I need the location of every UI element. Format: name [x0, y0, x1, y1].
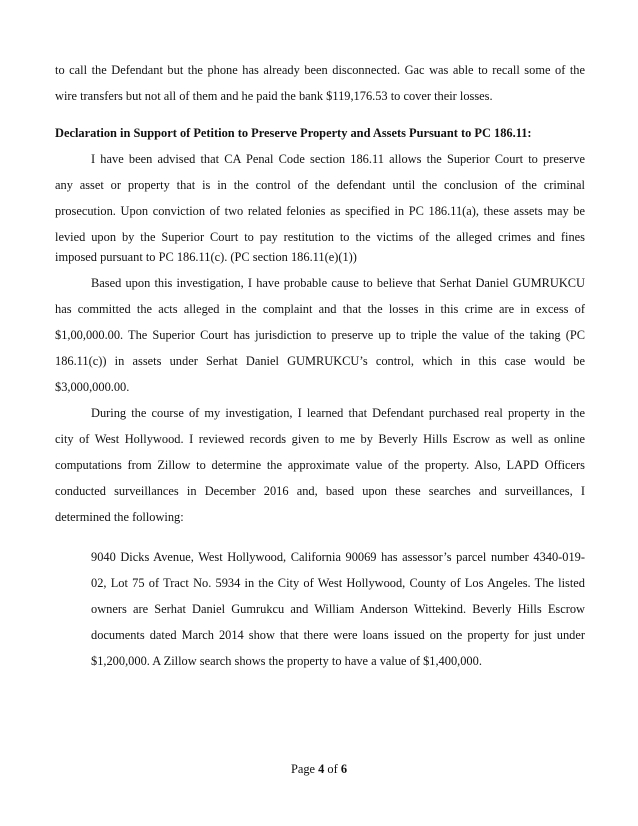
- para2-line-1: Based upon this investigation, I have probable cause to believe that Serhat Daniel GUMRUKCU: [91, 276, 585, 290]
- property-line-4: documents dated March 2014 show that there were loans issued on the property for just under: [91, 628, 585, 642]
- para3-line-5: determined the following:: [55, 510, 184, 524]
- para3-line-2: city of West Hollywood. I reviewed records given to me by Beverly Hills Escrow as well as online: [55, 432, 585, 446]
- para2-line-5: $3,000,000.00.: [55, 380, 130, 394]
- intro-line-1: to call the Defendant but the phone has already been disconnected. Gac was able to recall some of the: [55, 63, 585, 77]
- property-line-3: owners are Serhat Daniel Gumrukcu and William Anderson Wittekind. Beverly Hills Escrow: [91, 602, 585, 616]
- section-heading: Declaration in Support of Petition to Preserve Property and Assets Pursuant to PC 186.11:: [55, 126, 532, 140]
- para2-line-3: $1,00,000.00. The Superior Court has jurisdiction to preserve up to triple the value of the taking (PC: [55, 328, 585, 342]
- para3-line-3: computations from Zillow to determine the approximate value of the property. Also, LAPD Officers: [55, 458, 585, 472]
- page-of-label: of: [324, 762, 341, 776]
- para1-line-4: levied upon by the Superior Court to pay restitution to the victims of the alleged crimes and fines: [55, 230, 585, 244]
- para2-line-4: 186.11(c)) in assets under Serhat Daniel GUMRUKCU’s control, which in this case would be: [55, 354, 585, 368]
- para1-line-5: imposed pursuant to PC 186.11(c). (PC section 186.11(e)(1)): [55, 250, 357, 264]
- page-number-footer: [0, 762, 638, 777]
- intro-line-2: wire transfers but not all of them and he paid the bank $119,176.53 to cover their losses.: [55, 89, 493, 103]
- page-label: Page: [290, 762, 319, 776]
- para1-line-3: prosecution. Upon conviction of two related felonies as specified in PC 186.11(a), these assets may be: [55, 204, 585, 218]
- para1-line-1: I have been advised that CA Penal Code section 186.11 allows the Superior Court to preserve: [91, 152, 585, 166]
- para3-line-1: During the course of my investigation, I learned that Defendant purchased real property in the: [91, 406, 585, 420]
- current-page-number: 4: [318, 762, 325, 776]
- para1-line-2: any asset or property that is in the control of the defendant until the conclusion of the criminal: [55, 178, 585, 192]
- property-line-5: $1,200,000. A Zillow search shows the property to have a value of $1,400,000.: [91, 654, 482, 668]
- para3-line-4: conducted surveillances in December 2016 and, based upon these searches and surveillances, I: [55, 484, 585, 498]
- total-pages-number: 6: [340, 762, 348, 776]
- property-line-1: 9040 Dicks Avenue, West Hollywood, California 90069 has assessor’s parcel number 4340-019-: [91, 550, 585, 564]
- para2-line-2: has committed the acts alleged in the complaint and that the losses in this crime are in excess of: [55, 302, 585, 316]
- property-line-2: 02, Lot 75 of Tract No. 5934 in the City of West Hollywood, County of Los Angeles. The listed: [91, 576, 585, 590]
